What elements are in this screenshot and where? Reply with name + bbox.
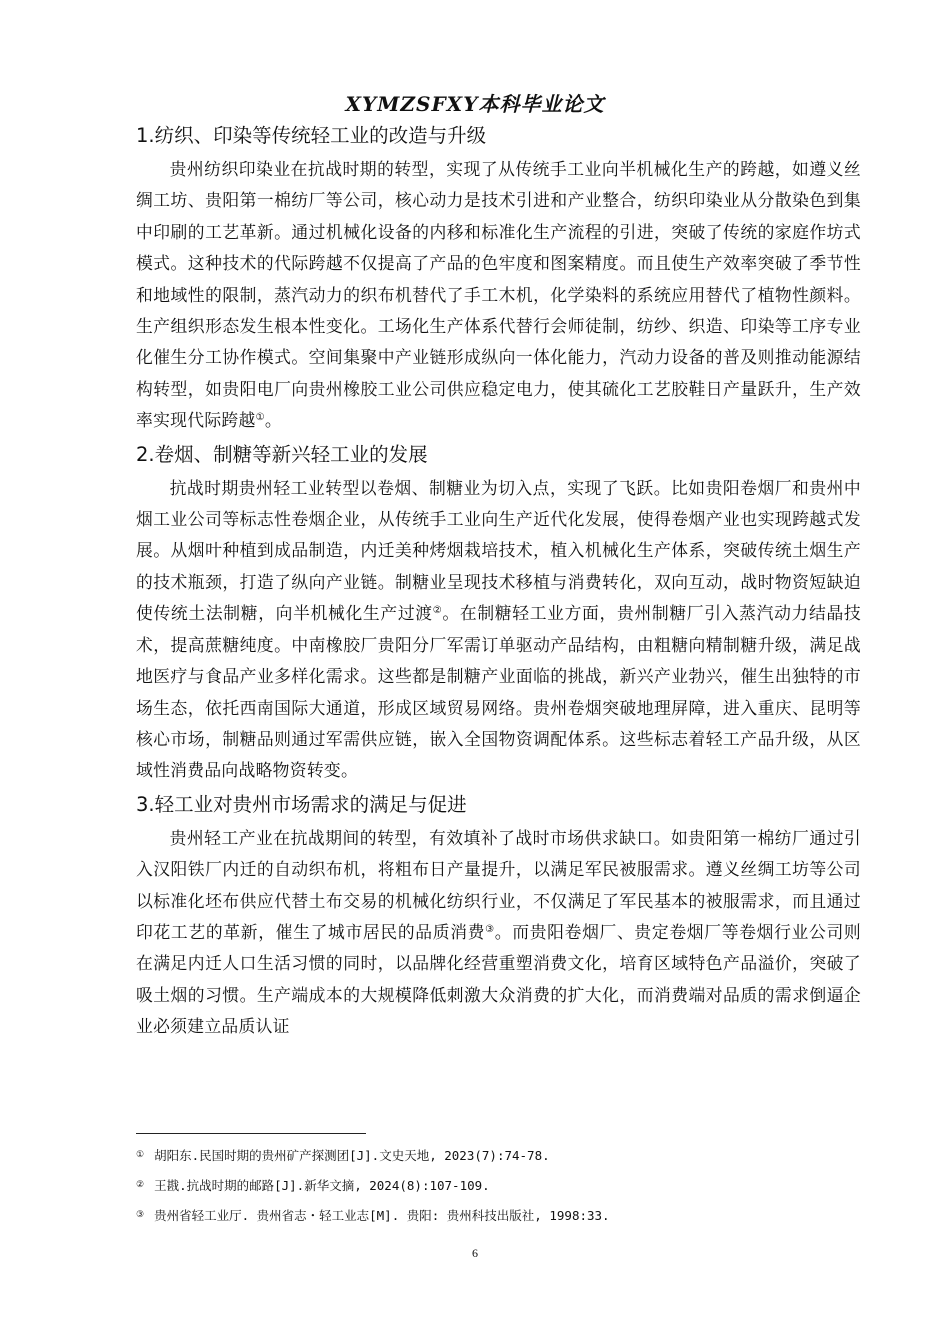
paragraph-text: 贵州轻工产业在抗战期间的转型，有效填补了战时市场供求缺口。如贵阳第一棉纺厂通过引入汉阳铁厂内迁的自动织布机，将粗布日产量提升，以满足军民被服需求。遵义丝绸工坊等公司以标准化坯布供应代替土布交易的机械化纺织行业，不仅满足了军民基本的被服需求，而且通过印花工艺的革新，催生了城市居民的品质消费 [136,827,861,942]
paragraph-text: 。在制糖轻工业方面，贵州制糖厂引入蒸汽动力结晶技术，提高蔗糖纯度。中南橡胶厂贵阳分厂军需订单驱动产品结构，由粗糖向精制糖升级，满足战地医疗与食品产业多样化需求。这些都是制糖产业面临的挑战，新兴产业勃兴，催生出独特的市场生态，依托西南国际大通道，形成区域贸易网络。贵州卷烟突破地理屏障，进入重庆、昆明等核心市场，制糖品则通过军需供应链，嵌入全国物资调配体系。这些标志着轻工产品升级，从区域性消费品向战略物资转变。 [136,603,861,781]
section-paragraph [136,154,861,437]
footnote-item [136,1170,861,1200]
paragraph-text: 抗战时期贵州轻工业转型以卷烟、制糖业为切入点，实现了飞跃。比如贵阳卷烟厂和贵州中烟工业公司等标志性卷烟企业，从传统手工业向生产近代化发展，使得卷烟产业也实现跨越式发展。从烟叶种植到成品制造，内迁美种烤烟栽培技术，植入机械化生产体系，突破传统土烟生产的技术瓶颈，打造了纵向产业链。制糖业呈现技术移植与消费转化，双向互动，战时物资短缺迫使传统土法制糖，向半机械化生产过渡 [136,477,861,624]
footnote-mark: ② [136,1180,145,1190]
footnote-ref[interactable]: ③ [485,923,495,935]
paragraph-text: 贵州纺织印染业在抗战时期的转型，实现了从传统手工业向半机械化生产的跨越，如遵义丝绸工坊、贵阳第一棉纺厂等公司，核心动力是技术引进和产业整合，纺织印染业从分散染色到集中印刷的工艺革新。通过机械化设备的内移和标准化生产流程的引进，突破了传统的家庭作坊式模式。这种技术的代际跨越不仅提高了产品的色牢度和图案精度。而且使生产效率突破了季节性和地域性的限制，蒸汽动力的织布机替代了手工木机，化学染料的系统应用替代了植物性颜料。生产组织形态发生根本性变化。工场化生产体系代替行会师徒制，纺纱、织造、印染等工序专业化催生分工协作模式。空间集聚中产业链形成纵向一体化能力，汽动力设备的普及则推动能源结构转型，如贵阳电厂向贵州橡胶工业公司供应稳定电力，使其硫化工艺胶鞋日产量跃升，生产效率实现代际跨越 [136,159,861,431]
section-heading: 2.卷烟、制糖等新兴轻工业的发展 [136,442,428,466]
footnote-text: 王戡.抗战时期的邮路[J].新华文摘, 2024(8):107-109. [154,1178,490,1193]
footnote-mark: ① [136,1150,145,1160]
footnote-ref[interactable]: ② [432,605,443,617]
section-paragraph [136,823,861,1043]
running-header: XYMZSFXY本科毕业论文 [345,92,605,116]
section-paragraph [136,473,861,787]
footnotes [136,1140,861,1230]
footnote-item [136,1200,861,1230]
section-heading: 3.轻工业对贵州市场需求的满足与促进 [136,792,467,816]
footnote-mark: ③ [136,1210,145,1220]
page-number: 6 [472,1246,478,1260]
footnote-divider [136,1133,366,1134]
footnote-text: 贵州省轻工业厅. 贵州省志・轻工业志[M]. 贵阳: 贵州科技出版社, 1998:33. [154,1208,610,1223]
footnote-ref[interactable]: ① [255,412,265,424]
footnote-item [136,1140,861,1170]
paragraph-text: 。 [264,410,282,431]
section-heading: 1.纺织、印染等传统轻工业的改造与升级 [136,124,487,147]
paragraph-text: 。而贵阳卷烟厂、贵定卷烟厂等卷烟行业公司则在满足内迁人口生活习惯的同时，以品牌化经营重塑消费文化，培育区域特色产品溢价，突破了吸土烟的习惯。生产端成本的大规模降低刺激大众消费的扩大化，而消费端对品质的需求倒逼企业必须建立品质认证 [136,921,861,1037]
body-content [136,118,861,1043]
footnote-text: 胡阳东.民国时期的贵州矿产探测团[J].文史天地, 2023(7):74-78. [154,1148,550,1163]
